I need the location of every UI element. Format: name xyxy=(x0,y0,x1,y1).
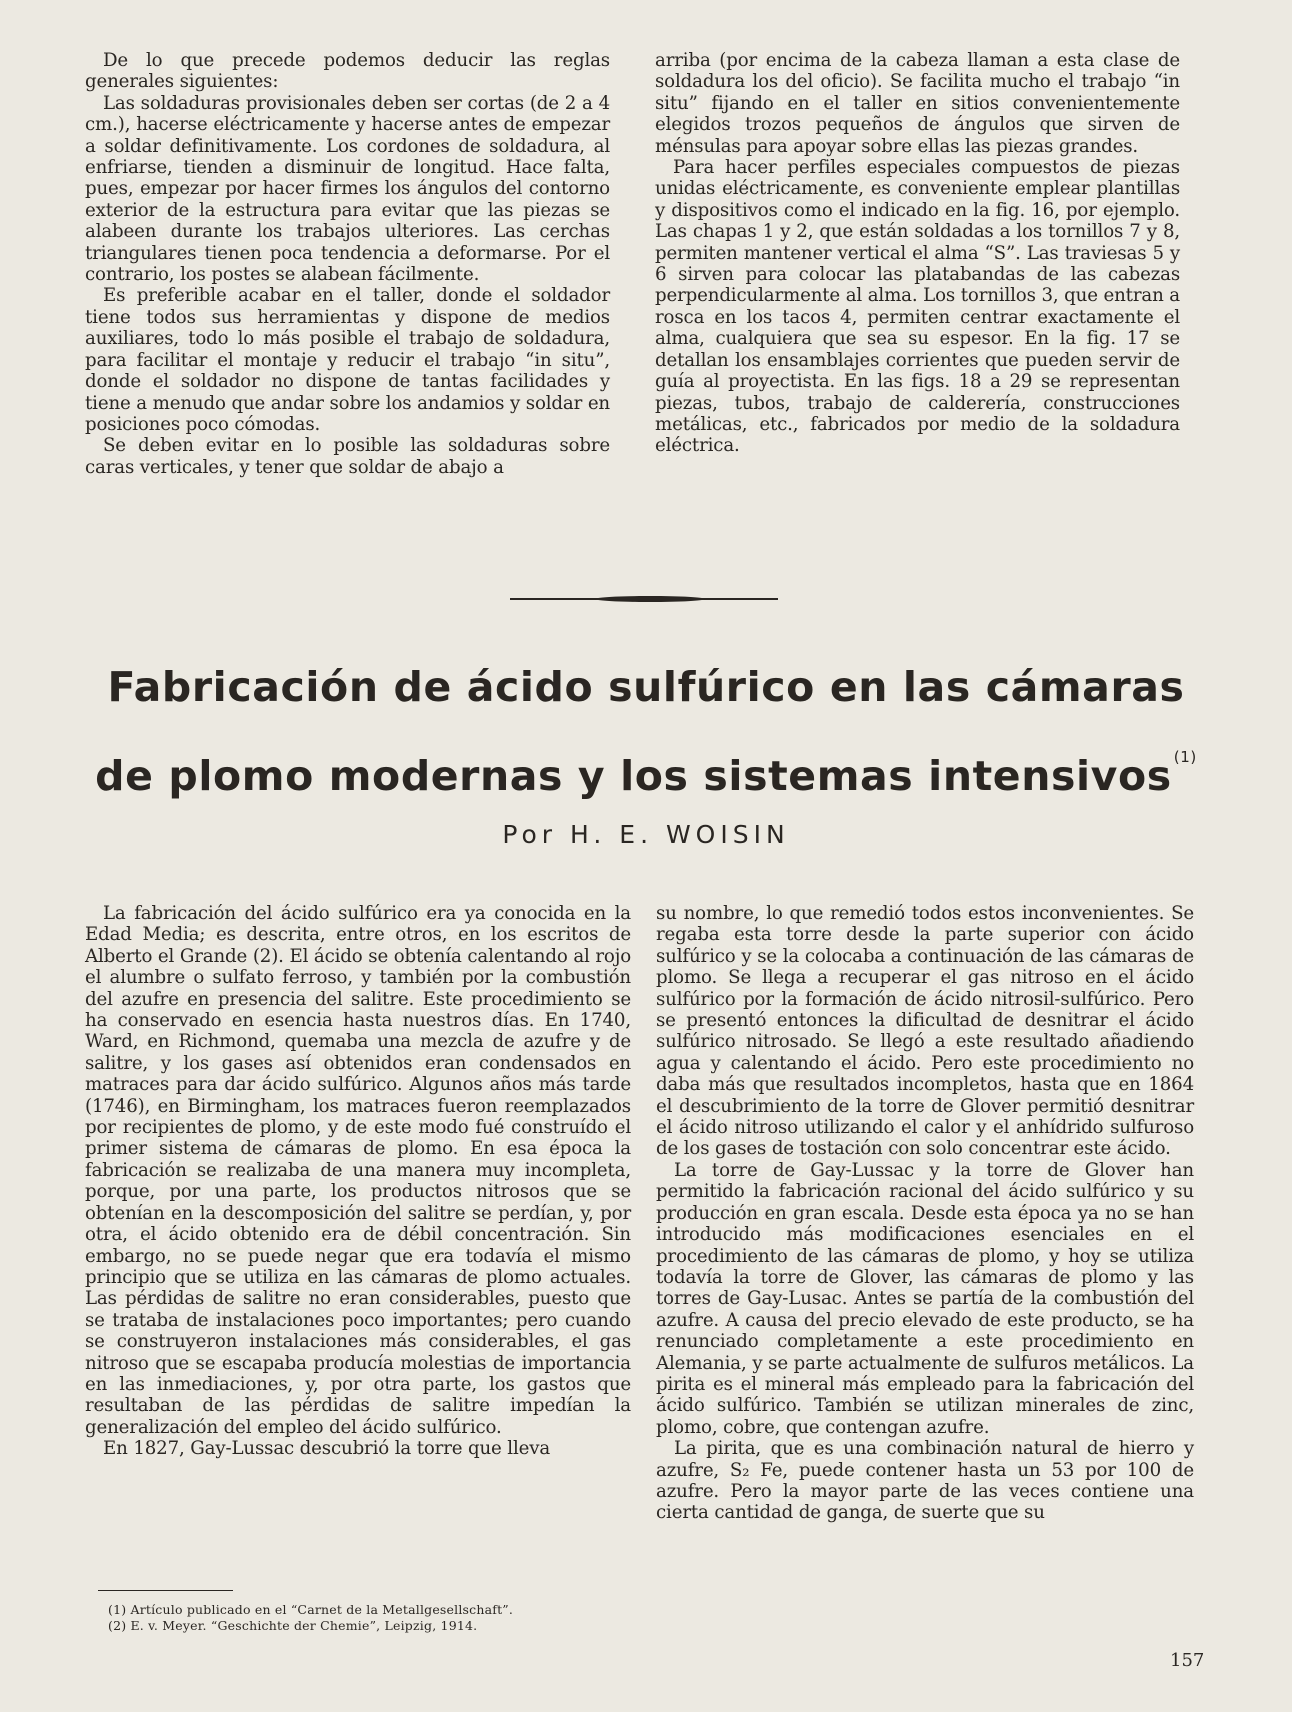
author-byline: Por H. E. WOISIN xyxy=(502,820,790,849)
paragraph: Las soldaduras provisionales deben ser cortas (de 2 a 4 cm.), hacerse eléctricamente y hacerse antes de empezar a soldar definitivamente. Los cordones de soldadura, al enfriarse, tienden a disminuir de longitud. Hace falta, pues, empezar por hacer firmes los ángulos del contorno exterior de la estructura para evitar que las piezas se alabeen durante los trabajos ulteriores. Las cerchas triangulares tienen poca tendencia a deformarse. Por el contrario, los postes se alabean fácilmente. xyxy=(85,92,610,286)
paragraph: arriba (por encima de la cabeza llaman a esta clase de soldadura los del oficio). Se facilita mucho el trabajo “in situ” fijando en el taller en sitios convenientemente elegidos trozos pequeños de ángulos que sirven de ménsulas para apoyar sobre ellas las piezas grandes. xyxy=(655,50,1180,157)
paragraph: La fabricación del ácido sulfúrico era ya conocida en la Edad Media; es descrita, entre otros, en los escritos de Alberto el Grande (2). El ácido se obtenía calentando al rojo el alumbre o sulfato ferroso, y también por la combustión del azufre en presencia del salitre. Este procedimiento se ha conservado en esencia hasta nuestros días. En 1740, Ward, en Richmond, quemaba una mezcla de azufre y de salitre, y los gases así obtenidos eran condensados en matraces para dar ácido sulfúrico. Algunos años más tarde (1746), en Birmingham, los matraces fueron reemplazados por recipientes de plomo, y de este modo fué construído el primer sistema de cámaras de plomo. En esa época la fabricación se realizaba de una manera muy incompleta, porque, por una parte, los productos nitrosos que se obtenían en la descomposición del salitre se perdían, y, por otra, el ácido obtenido era de débil concentración. Sin embargo, no se puede negar que era todavía el mismo principio que se utiliza en las cámaras de plomo actuales. Las pérdidas de salitre no eran considerables, puesto que se trataba de instalaciones poco importantes; pero cuando se construyeron instalaciones más considerables, el gas nitroso que se escapaba producía molestias de importancia en las inmediaciones, y, por otra parte, los gastos que resultaban de las pérdidas de salitre impedían la generalización del empleo del ácido sulfúrico. xyxy=(85,903,631,1438)
footnotes xyxy=(108,1602,638,1634)
paragraph: su nombre, lo que remedió todos estos inconvenientes. Se regaba esta torre desde la parte superior con ácido sulfúrico y se la colocaba a continuación de las cámaras de plomo. Se llega a recuperar el gas nitroso en el ácido sulfúrico por la formación de ácido nitrosil-sulfúrico. Pero se presentó entonces la dificultad de desnitrar el ácido sulfúrico nitrosado. Se llegó a este resultado añadiendo agua y calentando el ácido. Pero este procedimiento no daba más que resultados incompletos, hasta que en 1864 el descubrimiento de la torre de Glover permitió desnitrar el ácido nitroso utilizando el calor y el anhídrido sulfuroso de los gases de tostación con solo concentrar este ácido. xyxy=(656,903,1194,1160)
paragraph: De lo que precede podemos deducir las reglas generales siguientes: xyxy=(85,50,610,93)
footnote-rule xyxy=(98,1590,233,1591)
paragraph: Para hacer perfiles especiales compuestos de piezas unidas eléctricamente, es conveniente emplear plantillas y dispositivos como el indicado en la fig. 16, por ejemplo. Las chapas 1 y 2, que están soldadas a los tornillos 7 y 8, permiten mantener vertical el alma “S”. Las traviesas 5 y 6 sirven para colocar las platabandas de las cabezas perpendicularmente al alma. Los tornillos 3, que entran a rosca en los tacos 4, permiten centrar exactamente el alma, cualquiera que sea su espesor. En la fig. 17 se detallan los ensamblajes corrientes que pueden servir de guía al proyectista. En las figs. 18 a 29 se representan piezas, tubos, trabajo de calderería, construcciones metálicas, etc., fabricados por medio de la soldadura eléctrica. xyxy=(655,157,1180,457)
footnote: (2) E. v. Meyer. “Geschichte der Chemie”, Leipzig, 1914. xyxy=(108,1618,478,1633)
page-number: 157 xyxy=(1170,1650,1205,1671)
paragraph: La pirita, que es una combinación natural de hierro y azufre, S₂ Fe, puede contener hasta un 53 por 100 de azufre. Pero la mayor parte de las veces contiene una cierta cantidad de ganga, de suerte que su xyxy=(656,1438,1194,1524)
article-title-line-1: Fabricación de ácido sulfúrico en las cámaras xyxy=(107,663,1185,711)
top-right-column xyxy=(655,50,1180,457)
paragraph: Se deben evitar en lo posible las soldaduras sobre caras verticales, y tener que soldar de abajo a xyxy=(85,435,610,478)
title-footnote-mark: (1) xyxy=(1173,748,1197,766)
paragraph: En 1827, Gay-Lussac descubrió la torre que lleva xyxy=(103,1438,551,1460)
article-right-column xyxy=(656,903,1194,1524)
article-title-line-2-text: de plomo modernas y los sistemas intensivos xyxy=(95,752,1172,800)
paragraph: Es preferible acabar en el taller, donde el soldador tiene todos sus herramientas y dispone de medios auxiliares, todo lo más posible el trabajo de soldadura, para facilitar el montaje y reducir el trabajo “in situ”, donde el soldador no dispone de tantas facilidades y tiene a menudo que andar sobre los andamios y soldar en posiciones poco cómodas. xyxy=(85,285,610,435)
footnote: (1) Artículo publicado en el “Carnet de la Metallgesellschaft”. xyxy=(108,1602,514,1617)
article-title-line-2 xyxy=(0,725,1292,808)
top-left-column xyxy=(85,50,610,478)
article-left-column xyxy=(85,903,631,1460)
paragraph: La torre de Gay-Lussac y la torre de Glover han permitido la fabricación racional del ácido sulfúrico y su producción en gran escala. Desde esta época ya no se han introducido más modificaciones esenciales en el procedimiento de las cámaras de plomo, y hoy se utiliza todavía la torre de Glover, las cámaras de plomo y las torres de Gay-Lusac. Antes se partía de la combustión del azufre. A causa del precio elevado de este producto, se ha renunciado completamente a este procedimiento en Alemania, y se parte actualmente de sulfuros metálicos. La pirita es el mineral más empleado para la fabricación del ácido sulfúrico. También se utilizan minerales de zinc, plomo, cobre, que contengan azufre. xyxy=(656,1159,1194,1438)
section-divider-ornament xyxy=(595,596,705,602)
